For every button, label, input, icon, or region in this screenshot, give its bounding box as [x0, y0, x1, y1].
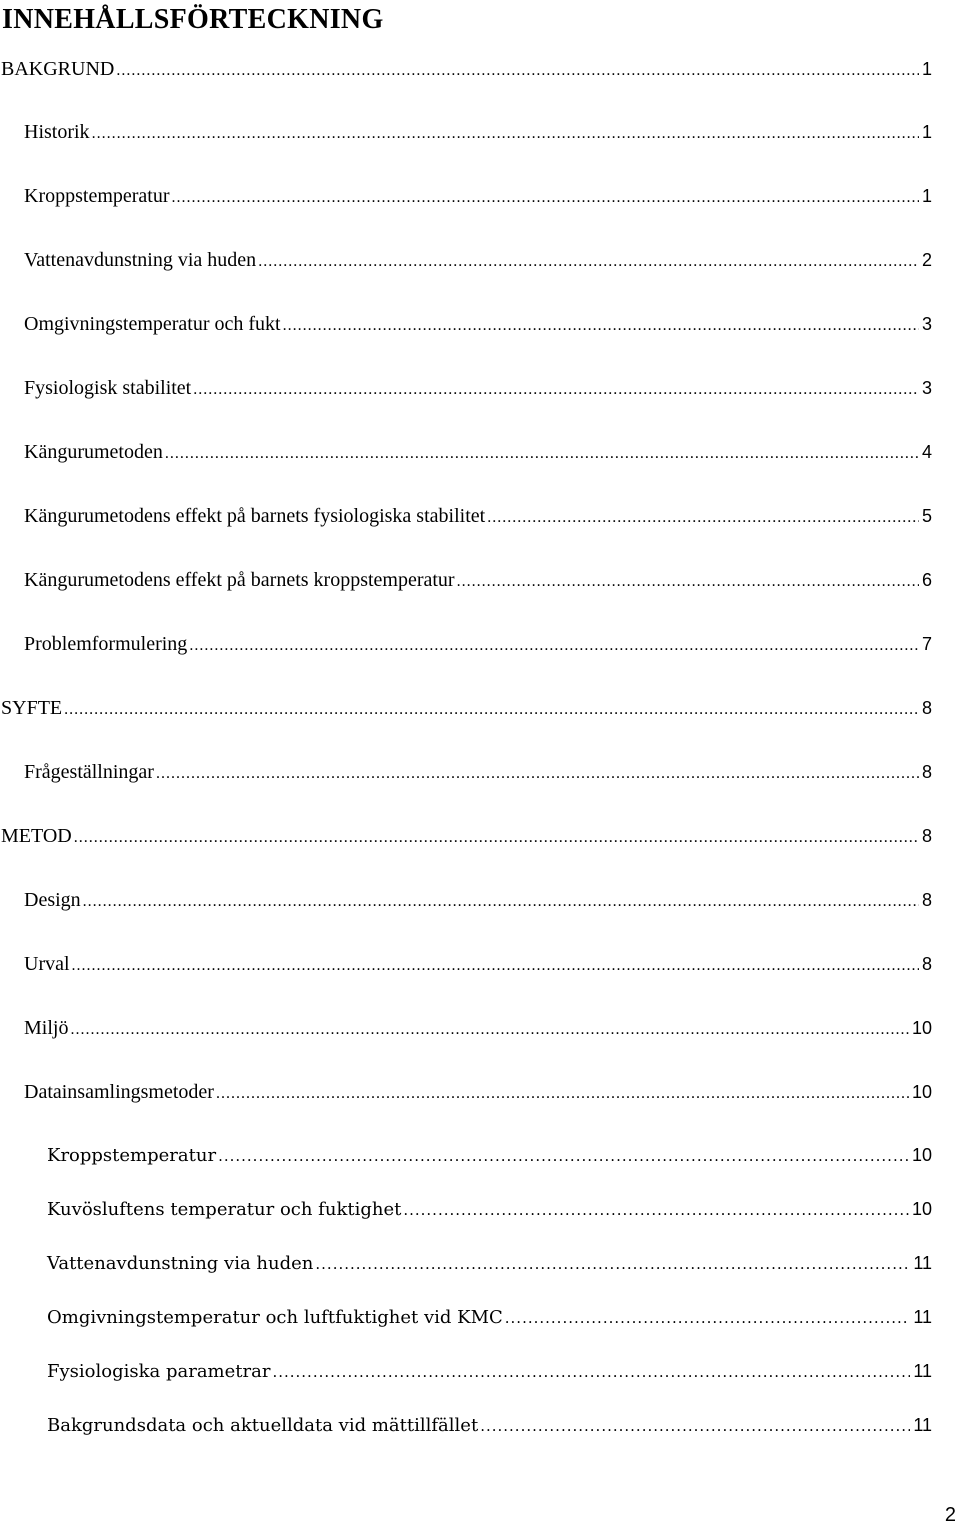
toc-entry-kangurumetoden[interactable]: [24, 441, 932, 467]
dot-leader: [272, 1363, 910, 1381]
dot-leader: [74, 829, 919, 847]
toc-entry-title: SYFTE: [1, 697, 63, 719]
toc-entry-title: Kuvösluftens temperatur och fuktighet: [47, 1199, 402, 1220]
toc-entry-bakgrundsdata[interactable]: [47, 1415, 932, 1441]
toc-entry-bakgrund[interactable]: [1, 58, 932, 84]
toc-entry-page: 8: [921, 698, 932, 718]
toc-entry-page: 2: [921, 250, 932, 270]
toc-entry-page: 10: [911, 1018, 932, 1038]
page-number: 2: [944, 1504, 956, 1526]
dot-leader: [218, 1147, 909, 1165]
toc-entry-title: Kroppstemperatur: [24, 185, 170, 207]
toc-entry-historik[interactable]: [24, 121, 932, 147]
toc-entry-title: Vattenavdunstning via huden: [47, 1253, 314, 1274]
toc-entry-page: 8: [921, 890, 932, 910]
toc-entry-page: 8: [921, 826, 932, 846]
dot-leader: [70, 1021, 909, 1039]
toc-entry-page: 10: [911, 1199, 932, 1219]
toc-entry-title: Bakgrundsdata och aktuelldata vid mättillfället: [47, 1415, 479, 1436]
toc-entry-datainsamlingsmetoder[interactable]: [24, 1081, 932, 1107]
toc-heading: INNEHÅLLSFÖRTECKNING: [2, 4, 384, 35]
toc-entry-page: 6: [921, 570, 932, 590]
dot-leader: [487, 509, 919, 527]
dot-leader: [172, 189, 919, 207]
toc-entry-page: 3: [921, 314, 932, 334]
dot-leader: [156, 765, 919, 783]
toc-entry-title: Fysiologisk stabilitet: [24, 377, 192, 399]
toc-entry-page: 7: [921, 634, 932, 654]
toc-entry-title: Omgivningstemperatur och fukt: [24, 313, 281, 335]
toc-entry-title: Kängurumetodens effekt på barnets kroppstemperatur: [24, 569, 455, 591]
dot-leader: [283, 317, 919, 335]
toc-entry-title: METOD: [1, 825, 72, 847]
toc-entry-kroppstemperatur[interactable]: [24, 185, 932, 211]
dot-leader: [72, 957, 919, 975]
dot-leader: [480, 1417, 910, 1435]
dot-leader: [92, 125, 919, 143]
toc-entry-title: Urval: [24, 953, 70, 975]
toc-entry-title: Fysiologiska parametrar: [47, 1361, 271, 1382]
toc-entry-design[interactable]: [24, 889, 932, 915]
toc-entry-kmc-kroppstemperatur[interactable]: [24, 569, 932, 595]
dot-leader: [165, 445, 919, 463]
toc-entry-sub-kroppstemperatur[interactable]: [47, 1145, 932, 1171]
dot-leader: [64, 701, 919, 719]
toc-entry-kmc-fysiologiska[interactable]: [24, 505, 932, 531]
toc-entry-title: Kängurumetoden: [24, 441, 163, 463]
toc-entry-page: 10: [911, 1145, 932, 1165]
toc-entry-page: 11: [913, 1415, 932, 1435]
toc-entry-title: Kängurumetodens effekt på barnets fysiologiska stabilitet: [24, 505, 486, 527]
dot-leader: [403, 1201, 909, 1219]
toc-entry-vattenavdunstning[interactable]: [24, 249, 932, 275]
toc-entry-page: 8: [921, 762, 932, 782]
dot-leader: [193, 381, 919, 399]
dot-leader: [116, 62, 919, 80]
toc-entry-page: 11: [913, 1361, 932, 1381]
toc-entry-fysiologisk-stabilitet[interactable]: [24, 377, 932, 403]
toc-entry-page: 3: [921, 378, 932, 398]
toc-entry-title: Historik: [24, 121, 90, 143]
toc-entry-title: Kroppstemperatur: [47, 1145, 217, 1166]
toc-entry-page: 5: [921, 506, 932, 526]
toc-entry-urval[interactable]: [24, 953, 932, 979]
toc-entry-page: 1: [921, 59, 932, 79]
toc-entry-title: Datainsamlingsmetoder: [24, 1081, 214, 1103]
toc-entry-title: Problemformulering: [24, 633, 188, 655]
dot-leader: [83, 893, 919, 911]
dot-leader: [457, 573, 919, 591]
toc-entry-page: 1: [921, 186, 932, 206]
toc-entry-kuvosluftens[interactable]: [47, 1199, 932, 1225]
toc-entry-page: 10: [911, 1082, 932, 1102]
toc-entry-omgivning-kmc[interactable]: [47, 1307, 932, 1333]
dot-leader: [315, 1255, 910, 1273]
toc-entry-fysiologiska-parametrar[interactable]: [47, 1361, 932, 1387]
toc-entry-omgivningstemperatur[interactable]: [24, 313, 932, 339]
toc-entry-syfte[interactable]: [1, 697, 932, 723]
toc-entry-title: Frågeställningar: [24, 761, 154, 783]
dot-leader: [258, 253, 919, 271]
toc-entry-page: 4: [921, 442, 932, 462]
toc-entry-page: 11: [913, 1253, 932, 1273]
toc-entry-title: Omgivningstemperatur och luftfuktighet vid KMC: [47, 1307, 503, 1328]
toc-entry-sub-vattenavdunstning[interactable]: [47, 1253, 932, 1279]
toc-entry-miljo[interactable]: [24, 1017, 932, 1043]
toc-entry-title: Design: [24, 889, 81, 911]
toc-entry-fragestallningar[interactable]: [24, 761, 932, 787]
toc-entry-title: BAKGRUND: [1, 58, 115, 80]
dot-leader: [505, 1309, 911, 1327]
toc-entry-problemformulering[interactable]: [24, 633, 932, 659]
toc-entry-page: 8: [921, 954, 932, 974]
toc-entry-page: 1: [921, 122, 932, 142]
toc-entry-metod[interactable]: [1, 825, 932, 851]
toc-entry-title: Vattenavdunstning via huden: [24, 249, 257, 271]
toc-entry-title: Miljö: [24, 1017, 69, 1039]
toc-entry-page: 11: [913, 1307, 932, 1327]
dot-leader: [189, 637, 919, 655]
dot-leader: [216, 1085, 909, 1103]
